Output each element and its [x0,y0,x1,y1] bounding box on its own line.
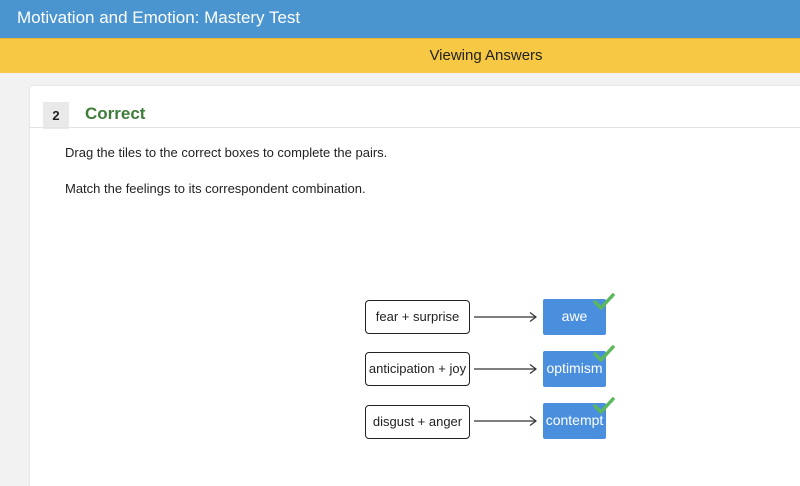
instruction-text: Drag the tiles to the correct boxes to complete the pairs. [65,145,388,160]
question-card [30,86,800,486]
question-number: 2 [43,102,69,129]
app-header [0,0,800,38]
checkmark-icon [593,293,615,311]
checkmark-icon [593,345,615,363]
arrow-right-icon [474,415,538,427]
test-title: Motivation and Emotion: Mastery Test [17,8,301,27]
drag-tile[interactable]: fear + surprise [365,300,470,334]
drop-box[interactable]: awe [543,299,606,335]
arrow-right-icon [474,363,538,375]
drag-tile[interactable]: anticipation + joy [365,352,470,386]
banner-label: Viewing Answers [429,47,543,64]
answer-status: Correct [85,104,146,123]
drag-tile[interactable]: disgust + anger [365,405,470,439]
drop-box[interactable]: optimism [543,351,606,387]
arrow-right-icon [474,311,538,323]
instruction-text: Match the feelings to its correspondent combination. [65,181,366,196]
checkmark-icon [593,397,615,415]
viewing-answers-banner [0,38,800,73]
divider [30,127,800,128]
drop-box[interactable]: contempt [543,403,606,439]
